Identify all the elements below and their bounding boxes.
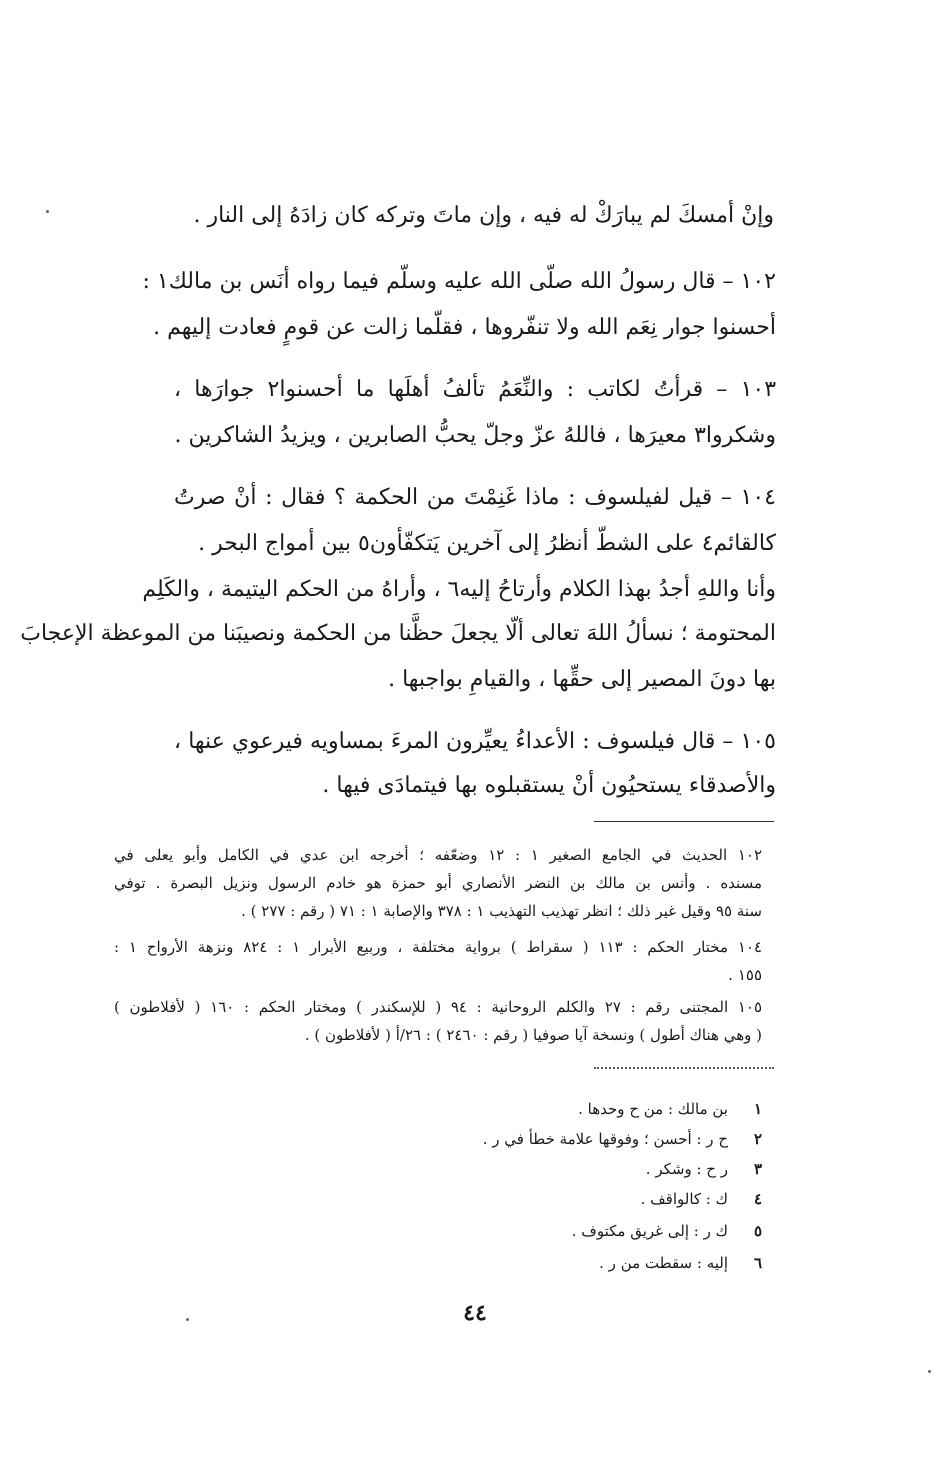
- scan-speck: [928, 1370, 931, 1373]
- footnote-104-line-2: ١٥٥ .: [728, 966, 762, 984]
- text-line-104-e: بها دونَ المصير إلى حقِّها ، والقيامِ بواجبها .: [388, 667, 776, 692]
- footnote-102-line-2: مسنده . وأنس بن مالك بن النضر الأنصاري أبو حمزة هو خادم الرسول ونزيل البصرة . توفي: [114, 874, 762, 892]
- variant-note-text: ك : كالواقف .: [640, 1190, 728, 1208]
- variant-note-text: ح ر : أحسن ؛ وفوقها علامة خطأ في ر .: [482, 1130, 728, 1148]
- page-number: ٤٤: [463, 1300, 487, 1326]
- text-line-105-a: ١٠٥ – قال فيلسوف : الأعداءُ يعيِّرون المرءَ بمساويه فيرعوي عنها ،: [174, 729, 776, 754]
- variant-note: [342, 1094, 762, 1124]
- variant-note-number: ١: [753, 1100, 762, 1118]
- footnote-105-line-2: ( وهي هناك أطول ) ونسخة آيا صوفيا ( رقم : ٢٤٦٠ ) : ٢٦/أ ( لأفلاطون ) .: [304, 1026, 762, 1044]
- variant-note-number: ٤: [753, 1190, 762, 1208]
- variant-note: [342, 1184, 762, 1214]
- scan-speck: [46, 210, 49, 213]
- text-line-104-c: وأنا واللهِ أجدُ بهذا الكلام وأرتاحُ إليه٦ ، وأراهُ من الحكم اليتيمة ، والكَلِم: [142, 577, 776, 602]
- variant-note-number: ٢: [753, 1130, 762, 1148]
- footnote-102-line-3: سنة ٩٥ وقيل غير ذلك ؛ انظر تهذيب التهذيب ١ : ٣٧٨ والإصابة ١ : ٧١ ( رقم : ٢٧٧ ) .: [241, 902, 762, 920]
- variant-note-text: بن مالك : من ح وحدها .: [578, 1100, 728, 1118]
- variant-note: [342, 1154, 762, 1184]
- text-line-103-a: ١٠٣ – قرأتُ لكاتب : والنِّعَمُ تألفُ أهلَها ما أحسنوا٢ جوارَها ،: [174, 377, 777, 402]
- variant-note-number: ٣: [753, 1160, 762, 1178]
- scan-speck: [186, 1318, 189, 1321]
- footnote-102-line-1: ١٠٢ الحديث في الجامع الصغير ١ : ١٢ وضعّفه ؛ أخرجه ابن عدي في الكامل وأبو يعلى في: [114, 846, 762, 864]
- text-line-103-b: وشكروا٣ معيرَها ، فاللهُ عزّ وجلّ يحبُّ الصابرين ، ويزيدُ الشاكرين .: [174, 423, 776, 448]
- text-line-105-b: والأصدقاء يستحيُون أنْ يستقبلوه بها فيتمادَى فيها .: [322, 773, 776, 798]
- variant-note-text: ك ر : إلى غريق مكتوف .: [571, 1222, 728, 1240]
- text-line-102-a: ١٠٢ – قال رسولُ الله صلّى الله عليه وسلّم فيما رواه أنَس بن مالك١ :: [142, 269, 776, 294]
- text-line-104-b: كالقائم٤ على الشطّ أنظرُ إلى آخرين يَتكفّأون٥ بين أمواج البحر .: [198, 531, 776, 556]
- text-line-102-b: أحسنوا جوار نِعَم الله ولا تنفّروها ، فقلّما زالت عن قومٍ فعادت إليهم .: [153, 315, 776, 340]
- text-line-104-d: المحتومة ؛ نسألُ اللهَ تعالى ألّا يجعلَ حظَّنا من الحكمة ونصيبَنا من الموعظة الإعجابَ: [20, 621, 776, 646]
- footnote-104-line-1: ١٠٤ مختار الحكم : ١١٣ ( سقراط ) برواية مختلفة ، وربيع الأبرار ١ : ٨٢٤ ونزهة الأرواح ١ :: [114, 938, 763, 956]
- variant-note: [342, 1124, 762, 1154]
- footnote-separator: [594, 821, 774, 822]
- variant-note-number: ٦: [753, 1254, 762, 1272]
- variant-note-number: ٥: [753, 1222, 762, 1240]
- variant-note-text: ر ح : وشكر .: [645, 1160, 728, 1178]
- text-line-104-a: ١٠٤ – قيل لفيلسوف : ماذا غَنِمْتَ من الحكمة ؟ فقال : أنْ صرتُ: [174, 485, 776, 510]
- footnote-105-line-1: ١٠٥ المجتنى رقم : ٢٧ والكلم الروحانية : ٩٤ ( للإسكندر ) ومختار الحكم : ١٦٠ ( لأفلاطون ): [114, 998, 762, 1016]
- variant-note-text: إليه : سقطت من ر .: [599, 1254, 728, 1272]
- text-line-1: وإنْ أمسكَ لم يبارَكْ له فيه ، وإن ماتَ وتركه كان زادَهُ إلى النار .: [193, 203, 774, 228]
- variant-note: [342, 1248, 762, 1278]
- variant-note: [342, 1216, 762, 1246]
- variants-separator: [594, 1067, 774, 1069]
